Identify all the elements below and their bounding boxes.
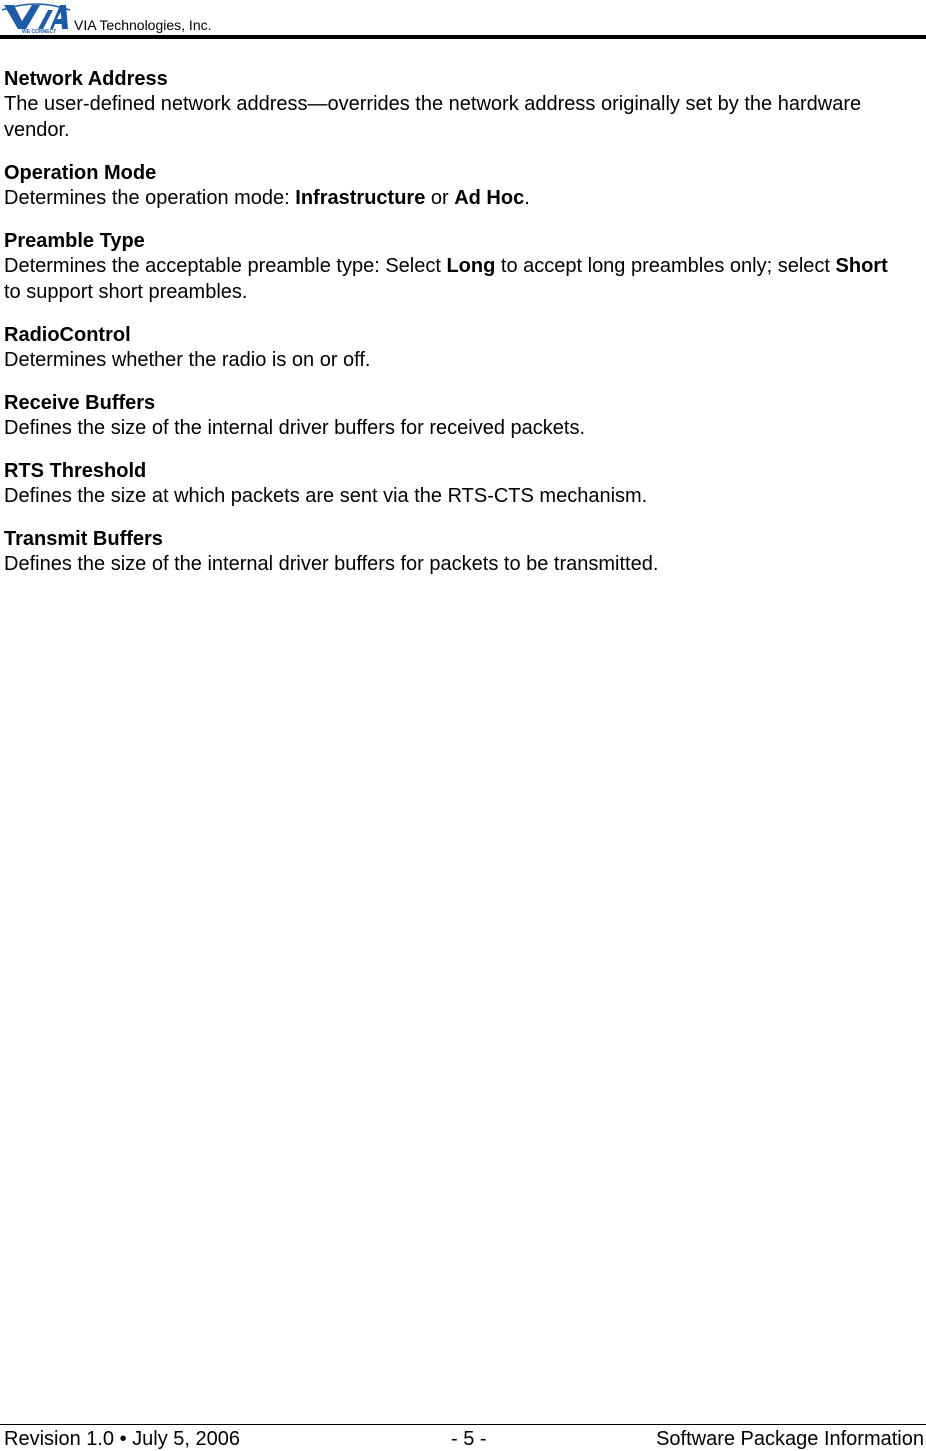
description-text: to support short preambles.: [4, 281, 248, 303]
footer-divider: [0, 1424, 926, 1425]
definition-term: RadioControl: [4, 324, 131, 346]
description-text: Determines the acceptable preamble type: Select: [4, 255, 447, 277]
description-text: or: [425, 187, 455, 209]
description-text: Determines the operation mode:: [4, 187, 296, 209]
definition-entry: [4, 67, 904, 143]
definition-description: [4, 551, 904, 577]
description-text: Defines the size at which packets are sent via the RTS-CTS mechanism.: [4, 485, 648, 507]
description-text: Defines the size of the internal driver buffers for received packets.: [4, 417, 586, 439]
definition-term: RTS Threshold: [4, 460, 147, 482]
emphasized-option: Infrastructure: [295, 187, 426, 209]
emphasized-option: Short: [835, 255, 888, 277]
definition-entry: [4, 459, 904, 509]
definition-description: [4, 253, 904, 305]
definition-description: [4, 347, 904, 373]
description-text: Determines whether the radio is on or off.: [4, 349, 371, 371]
definition-entry: [4, 323, 904, 373]
definition-term: Network Address: [4, 68, 168, 90]
footer-page-number: - 5 -: [451, 1428, 487, 1450]
description-text: Defines the size of the internal driver buffers for packets to be transmitted.: [4, 553, 659, 575]
emphasized-option: Ad Hoc: [454, 187, 525, 209]
definition-list: [4, 67, 904, 595]
description-text: .: [524, 187, 530, 209]
definition-entry: [4, 161, 904, 211]
footer-section-title: Software Package Information: [656, 1428, 924, 1450]
emphasized-option: Long: [446, 255, 496, 277]
company-name: VIA Technologies, Inc.: [74, 17, 212, 33]
page-header: [0, 0, 926, 40]
header-divider: [0, 35, 926, 39]
description-text: The user-defined network address—overrides the network address originally set by the hardware vendor.: [4, 93, 862, 141]
definition-description: [4, 415, 904, 441]
logo-tagline: WE CONNECT: [22, 29, 57, 34]
page-footer: [0, 1428, 926, 1450]
definition-description: [4, 483, 904, 509]
footer-revision: Revision 1.0 • July 5, 2006: [4, 1428, 241, 1450]
definition-entry: [4, 391, 904, 441]
via-logo: [2, 2, 70, 34]
definition-description: [4, 185, 904, 211]
definition-entry: [4, 527, 904, 577]
definition-term: Receive Buffers: [4, 392, 156, 414]
definition-term: Preamble Type: [4, 230, 145, 252]
definition-term: Operation Mode: [4, 162, 157, 184]
definition-description: [4, 91, 904, 143]
description-text: to accept long preambles only; select: [495, 255, 836, 277]
definition-term: Transmit Buffers: [4, 528, 163, 550]
definition-entry: [4, 229, 904, 305]
